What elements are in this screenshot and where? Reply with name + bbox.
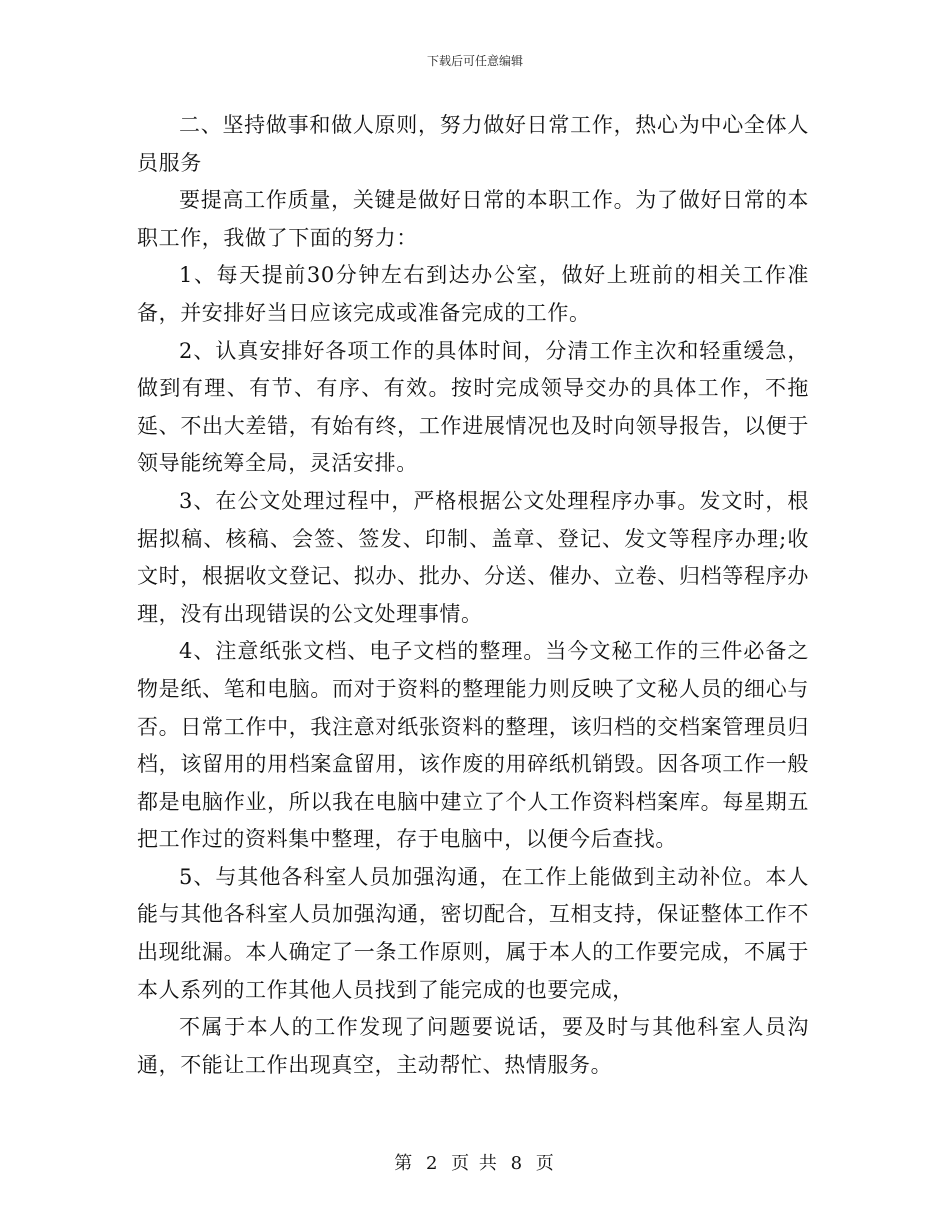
page-number-suffix: 页	[535, 1153, 556, 1174]
page-header: 下载后可任意编辑	[426, 54, 523, 68]
paragraph-item-5: 5、与其他各科室人员加强沟通，在工作上能做到主动补位。本人能与其他各科室人员加强沟通，密切配合，互相支持，保证整体工作不出现纰漏。本人确定了一条工作原则，属于本人的工作要完成，不属于本人系列的工作其他人员找到了能完成的也要完成，	[137, 864, 809, 1002]
page-number-middle: 页 共	[451, 1153, 499, 1174]
page-number-prefix: 第	[394, 1153, 415, 1174]
document-body	[137, 107, 809, 1084]
paragraph-item-3: 3、在公文处理过程中，严格根据公文处理程序办事。发文时，根据拟稿、核稿、会签、签发、印制、盖章、登记、发文等程序办理;收文时，根据收文登记、拟办、批办、分送、催办、立卷、归档等程序办理，没有出现错误的公文处理事情。	[137, 488, 809, 626]
paragraph: 要提高工作质量，关键是做好日常的本职工作。为了做好日常的本职工作，我做了下面的努力：	[137, 188, 809, 250]
paragraph-item-2: 2、认真安排好各项工作的具体时间，分清工作主次和轻重缓急，做到有理、有节、有序、有效。按时完成领导交办的具体工作，不拖延、不出大差错，有始有终，工作进展情况也及时向领导报告，以便于领导能统筹全局，灵活安排。	[137, 338, 809, 476]
current-page: 2	[425, 1153, 440, 1174]
paragraph-item-4: 4、注意纸张文档、电子文档的整理。当今文秘工作的三件必备之物是纸、笔和电脑。而对于资料的整理能力则反映了文秘人员的细心与否。日常工作中，我注意对纸张资料的整理，该归档的交档案管理员归档，该留用的用档案盒留用，该作废的用碎纸机销毁。因各项工作一般都是电脑作业，所以我在电脑中建立了个人工作资料档案库。每星期五把工作过的资料集中整理，存于电脑中，以便今后查找。	[137, 639, 809, 852]
total-pages: 8	[510, 1153, 525, 1174]
page-number	[0, 1152, 950, 1176]
section-heading: 二、坚持做事和做人原则，努力做好日常工作，热心为中心全体人员服务	[137, 113, 809, 175]
paragraph: 不属于本人的工作发现了问题要说话，要及时与其他科室人员沟通，不能让工作出现真空，主动帮忙、热情服务。	[137, 1015, 809, 1077]
paragraph-item-1: 1、每天提前30分钟左右到达办公室，做好上班前的相关工作准备，并安排好当日应该完成或准备完成的工作。	[137, 263, 809, 325]
